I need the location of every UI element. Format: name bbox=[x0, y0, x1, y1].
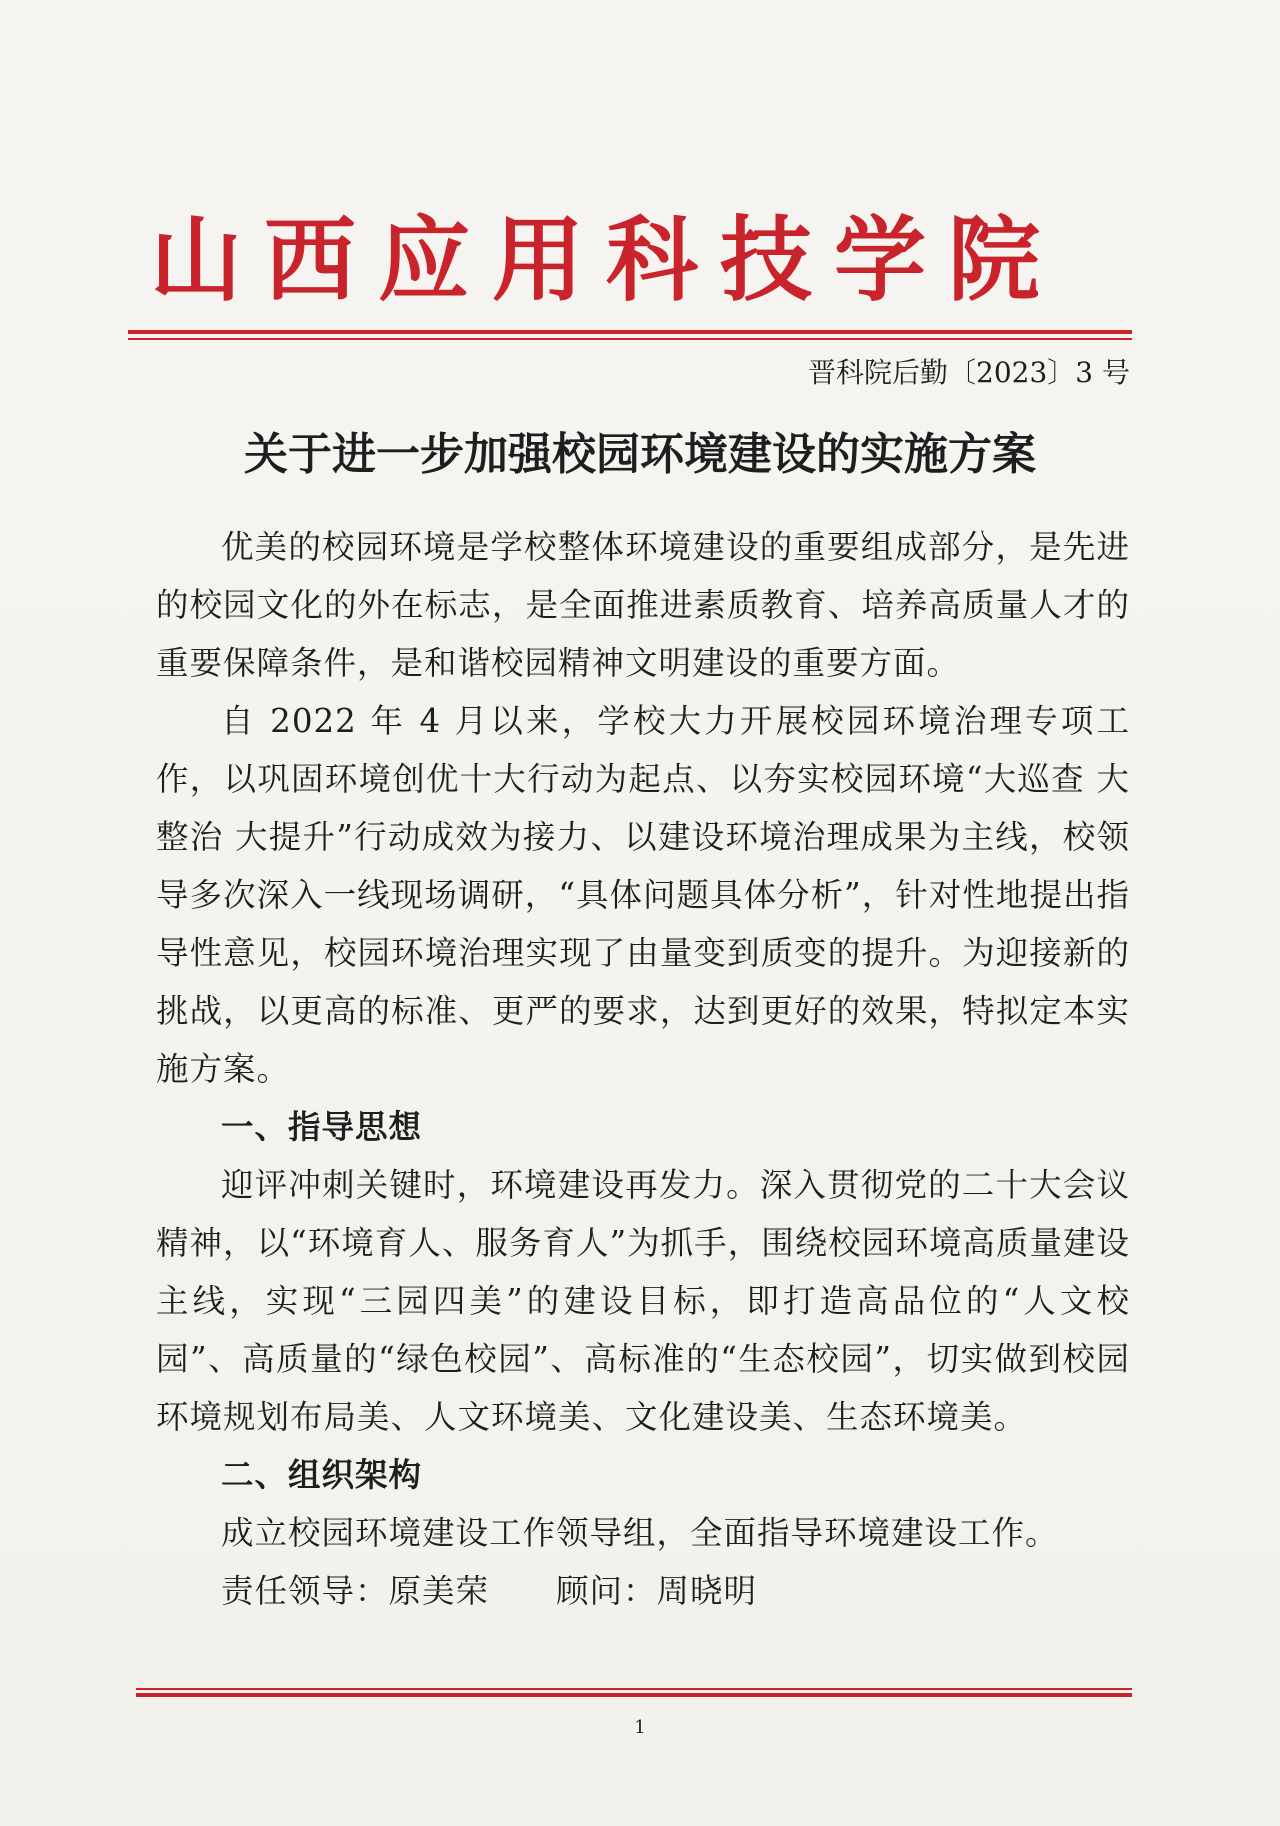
document-title: 关于进一步加强校园环境建设的实施方案 bbox=[244, 429, 1036, 480]
page-number: 1 bbox=[634, 1717, 646, 1738]
header-red-rule-thick bbox=[128, 330, 1132, 334]
paragraph-organization: 成立校园环境建设工作领导组，全面指导环境建设工作。 bbox=[221, 1514, 1059, 1552]
paragraph-leaders: 责任领导：原美荣 顾问：周晓明 bbox=[221, 1572, 758, 1610]
section-heading-organization: 二、组织架构 bbox=[221, 1455, 423, 1494]
header-red-rule-thin bbox=[128, 338, 1132, 340]
org-name-heading: 山西应用科技学院 bbox=[150, 206, 1063, 314]
document-body bbox=[156, 518, 1130, 1620]
paragraph-guiding-ideology: 迎评冲刺关键时，环境建设再发力。深入贯彻党的二十大会议精神，以“环境育人、服务育人”为抓手，围绕校园环境高质量建设主线，实现“三园四美”的建设目标，即打造高品位的“人文校园”、高质量的“绿色校园”、高标准的“生态校园”，切实做到校园环境规划布局美、人文环境美、文化建设美、生态环境美。 bbox=[156, 1166, 1130, 1436]
paragraph-background: 自 2022 年 4 月以来，学校大力开展校园环境治理专项工作，以巩固环境创优十大行动为起点、以夯实校园环境“大巡查 大整治 大提升”行动成效为接力、以建设环境治理成果为主线，校领导多次深入一线现场调研，“具体问题具体分析”，针对性地提出指导性意见，校园环境治理实现了由量变到质变的提升。为迎接新的挑战，以更高的标准、更严的要求，达到更好的效果，特拟定本实施方案。 bbox=[156, 702, 1130, 1088]
document-number: 晋科院后勤〔2023〕3 号 bbox=[808, 356, 1130, 389]
footer-red-rule-thick bbox=[136, 1693, 1132, 1697]
section-heading-guiding-ideology: 一、指导思想 bbox=[221, 1107, 423, 1146]
paragraph-intro: 优美的校园环境是学校整体环境建设的重要组成部分，是先进的校园文化的外在标志，是全面推进素质教育、培养高质量人才的重要保障条件，是和谐校园精神文明建设的重要方面。 bbox=[156, 528, 1130, 682]
footer-red-rule-thin bbox=[136, 1688, 1132, 1690]
